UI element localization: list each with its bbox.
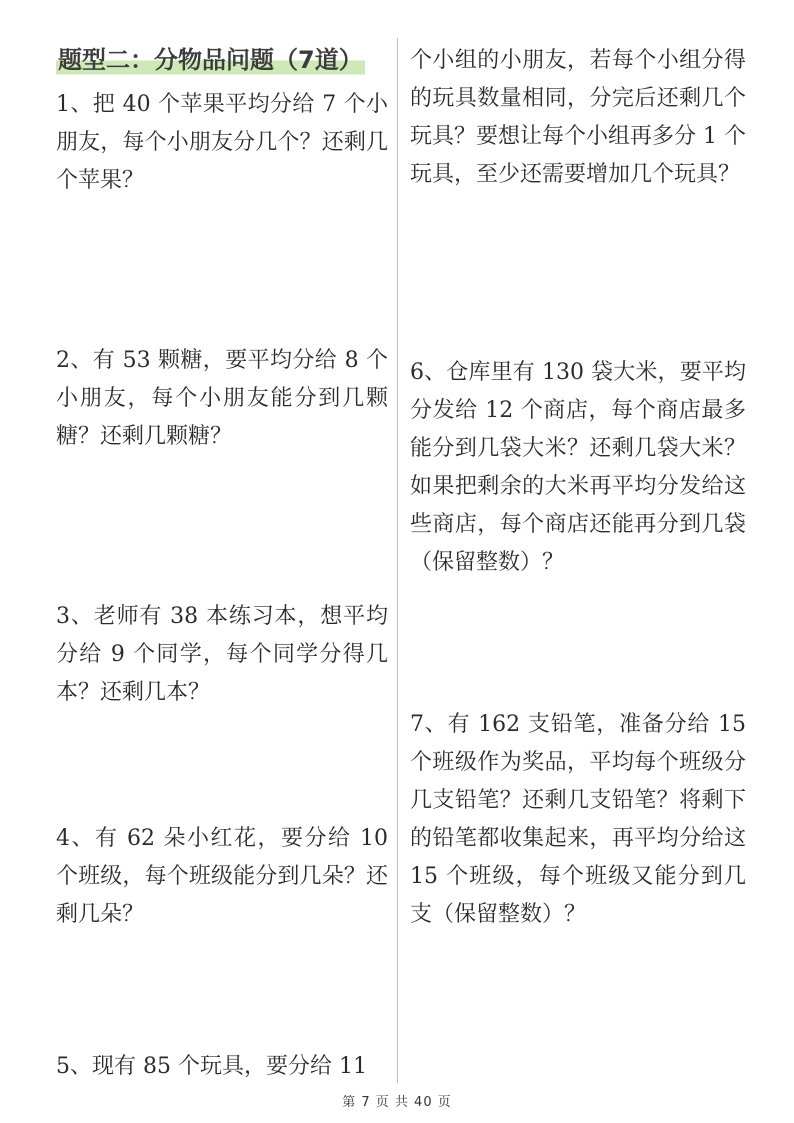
- question-4: 4、有 62 朵小红花，要分给 10 个班级，每个班级能分到几朵？还剩几朵？: [56, 826, 388, 927]
- question-6: 6、仓库里有 130 袋大米，要平均分发给 12 个商店，每个商店最多能分到几袋大米？还剩几袋大米？如果把剩余的大米再平均分发给这些商店，每个商店还能再分到几袋（保留整数）？: [410, 360, 746, 575]
- question-6-block: [410, 354, 746, 582]
- question-4-block: [56, 820, 388, 934]
- question-7-block: [410, 706, 746, 934]
- question-1-block: [56, 86, 388, 200]
- question-5-start: 5、现有 85 个玩具，要分给 11: [56, 1054, 367, 1079]
- question-5-continued: 个小组的小朋友，若每个小组分得的玩具数量相同，分完后还剩几个玩具？要想让每个小组再多分 1 个玩具，至少还需要增加几个玩具？: [410, 48, 746, 187]
- question-5-start-block: [56, 1048, 388, 1086]
- question-3-block: [56, 598, 388, 712]
- question-1: 1、把 40 个苹果平均分给 7 个小朋友，每个小朋友分几个？还剩几个苹果？: [56, 92, 388, 193]
- column-divider: [397, 38, 398, 1083]
- page-number-footer: 第 7 页 共 40 页: [342, 1095, 452, 1110]
- question-3: 3、老师有 38 本练习本，想平均分给 9 个同学，每个同学分得几本？还剩几本？: [56, 604, 388, 705]
- question-7: 7、有 162 支铅笔，准备分给 15 个班级作为奖品，平均每个班级分几支铅笔？还剩几支铅笔？将剩下的铅笔都收集起来，再平均分给这 15 个班级，每个班级又能分到几支（保留整数）？: [410, 712, 746, 927]
- question-2: 2、有 53 颗糖，要平均分给 8 个小朋友，每个小朋友能分到几颗糖？还剩几颗糖？: [56, 348, 388, 449]
- question-5-continued-block: [410, 42, 746, 194]
- question-2-block: [56, 342, 388, 456]
- section-title: 题型二：分物品问题（7道）: [56, 42, 365, 78]
